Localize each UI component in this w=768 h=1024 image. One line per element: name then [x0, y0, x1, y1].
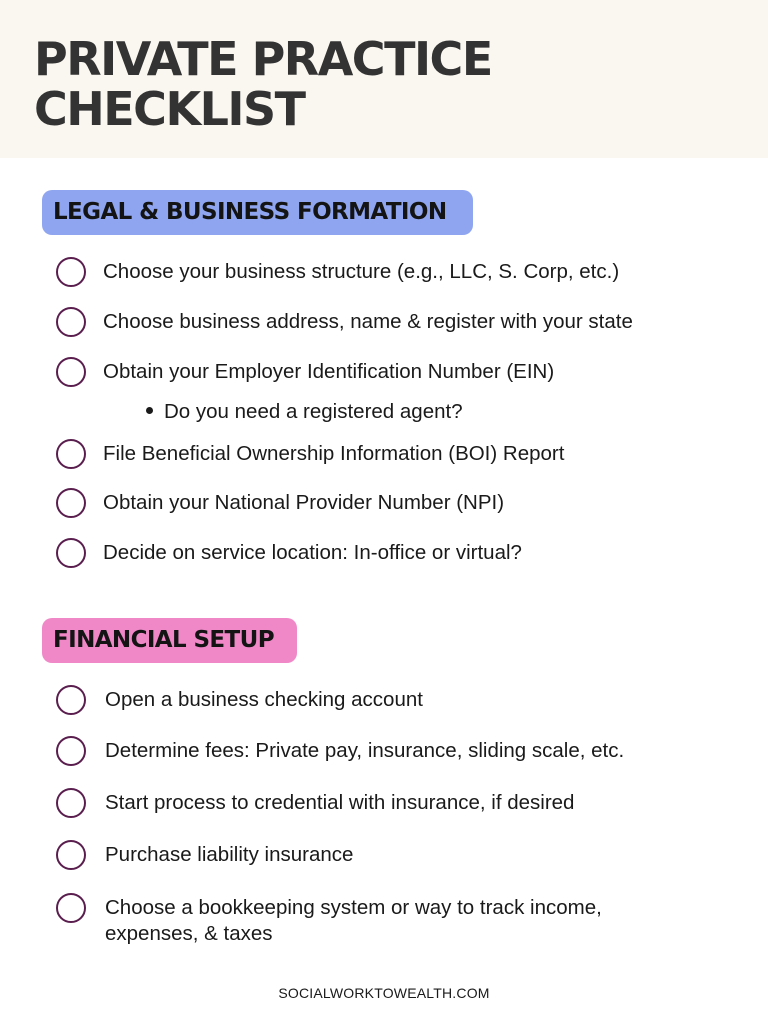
checklist-item-text: Determine fees: Private pay, insurance, sliding scale, etc. — [105, 739, 625, 762]
checklist-item-text-line-2: expenses, & taxes — [105, 922, 273, 945]
checklist-subitem-text: Do you need a registered agent? — [164, 400, 463, 423]
checkbox-circle-icon[interactable] — [56, 307, 86, 337]
checklist-item-text: Obtain your Employer Identification Number (EIN) — [103, 360, 555, 383]
checklist-item[interactable] — [56, 685, 423, 715]
checklist-item-text: Choose your business structure (e.g., LLC, S. Corp, etc.) — [103, 260, 620, 283]
section-heading-legal: LEGAL & BUSINESS FORMATION — [42, 190, 473, 235]
checkbox-circle-icon[interactable] — [56, 538, 86, 568]
checkbox-circle-icon[interactable] — [56, 357, 86, 387]
checklist-item-text — [105, 895, 602, 947]
checklist-item[interactable] — [56, 736, 624, 766]
bullet-icon — [146, 407, 153, 414]
checklist-item[interactable] — [56, 357, 554, 387]
checklist-item[interactable] — [56, 840, 353, 870]
checklist-subitem — [146, 399, 463, 425]
checklist-item[interactable] — [56, 538, 522, 568]
checklist-item-text: Open a business checking account — [105, 688, 423, 711]
checkbox-circle-icon[interactable] — [56, 257, 86, 287]
checklist-item[interactable] — [56, 488, 504, 518]
checkbox-circle-icon[interactable] — [56, 439, 86, 469]
checkbox-circle-icon[interactable] — [56, 488, 86, 518]
checklist-item[interactable] — [56, 893, 602, 947]
checklist-item-text: File Beneficial Ownership Information (BOI) Report — [103, 442, 565, 465]
checklist-item-text: Start process to credential with insurance, if desired — [105, 791, 575, 814]
checklist-item[interactable] — [56, 307, 633, 337]
checklist-item-text: Choose business address, name & register with your state — [103, 310, 633, 333]
page-title — [34, 34, 492, 134]
checklist-item[interactable] — [56, 257, 619, 287]
checkbox-circle-icon[interactable] — [56, 840, 86, 870]
section-heading-financial: FINANCIAL SETUP — [42, 618, 297, 663]
checklist-item[interactable] — [56, 788, 574, 818]
title-line-2: CHECKLIST — [34, 82, 305, 136]
checkbox-circle-icon[interactable] — [56, 893, 86, 923]
checklist-item-text-line-1: Choose a bookkeeping system or way to track income, — [105, 896, 602, 919]
title-line-1: PRIVATE PRACTICE — [34, 32, 492, 86]
checkbox-circle-icon[interactable] — [56, 736, 86, 766]
footer-website: SOCIALWORKTOWEALTH.COM — [278, 985, 490, 1001]
checkbox-circle-icon[interactable] — [56, 788, 86, 818]
checklist-item-text: Purchase liability insurance — [105, 843, 354, 866]
checklist-item[interactable] — [56, 439, 564, 469]
header-banner — [0, 0, 768, 158]
checkbox-circle-icon[interactable] — [56, 685, 86, 715]
checklist-item-text: Obtain your National Provider Number (NPI) — [103, 491, 505, 514]
checklist-item-text: Decide on service location: In-office or virtual? — [103, 541, 522, 564]
